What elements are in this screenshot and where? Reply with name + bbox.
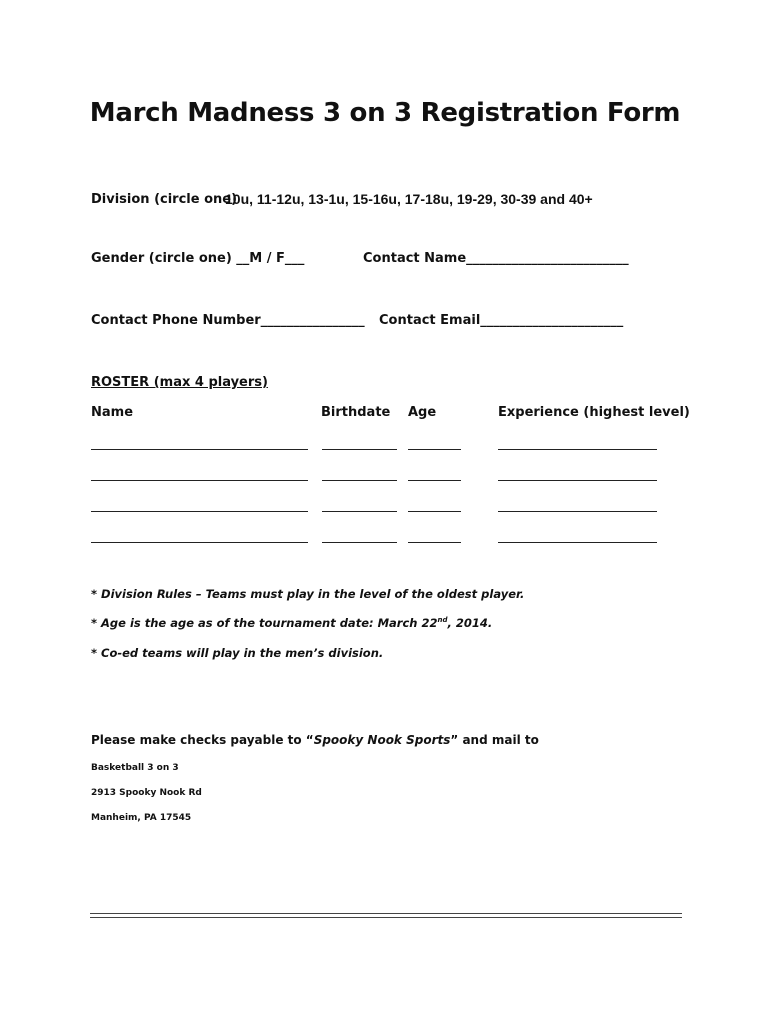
age-input-line[interactable]	[408, 480, 461, 481]
contact-email-field[interactable]: Contact Email______________________	[379, 313, 624, 328]
address-line-1: Basketball 3 on 3	[91, 763, 179, 773]
experience-input-line[interactable]	[498, 542, 657, 543]
column-header-age: Age	[408, 405, 437, 420]
birthdate-input-line[interactable]	[322, 480, 397, 481]
footer-divider	[90, 913, 682, 918]
age-input-line[interactable]	[408, 449, 461, 450]
column-header-name: Name	[91, 405, 134, 420]
column-header-birthdate: Birthdate	[321, 405, 391, 420]
division-rule-note: * Division Rules – Teams must play in the level of the oldest player.	[91, 587, 525, 601]
name-input-line[interactable]	[91, 449, 308, 450]
age-input-line[interactable]	[408, 511, 461, 512]
name-input-line[interactable]	[91, 480, 308, 481]
name-input-line[interactable]	[91, 542, 308, 543]
birthdate-input-line[interactable]	[322, 449, 397, 450]
age-input-line[interactable]	[408, 542, 461, 543]
birthdate-input-line[interactable]	[322, 511, 397, 512]
age-rule-text: * Age is the age as of the tournament date: March 22	[91, 616, 438, 630]
age-rule-note	[91, 616, 492, 630]
experience-input-line[interactable]	[498, 511, 657, 512]
address-line-3: Manheim, PA 17545	[91, 813, 192, 823]
payment-suffix: ” and mail to	[450, 733, 539, 747]
birthdate-input-line[interactable]	[322, 542, 397, 543]
payment-instructions	[91, 733, 539, 747]
contact-name-field[interactable]: Contact Name_________________________	[363, 251, 629, 266]
experience-input-line[interactable]	[498, 480, 657, 481]
gender-field[interactable]: Gender (circle one) __M / F___	[91, 251, 305, 266]
page-title: March Madness 3 on 3 Registration Form	[89, 98, 681, 128]
coed-rule-note: * Co-ed teams will play in the men’s division.	[91, 646, 384, 660]
payment-prefix: Please make checks payable to “	[91, 733, 314, 747]
age-rule-year: , 2014.	[447, 616, 493, 630]
division-options: 10u, 11-12u, 13-1u, 15-16u, 17-18u, 19-29, 30-39 and 40+	[225, 191, 593, 207]
column-header-experience: Experience (highest level)	[498, 405, 690, 420]
address-line-2: 2913 Spooky Nook Rd	[91, 788, 202, 798]
division-label: Division (circle one)	[91, 192, 238, 207]
name-input-line[interactable]	[91, 511, 308, 512]
contact-phone-field[interactable]: Contact Phone Number________________	[91, 313, 365, 328]
roster-heading: ROSTER (max 4 players)	[91, 375, 268, 390]
experience-input-line[interactable]	[498, 449, 657, 450]
age-rule-superscript: nd	[437, 616, 448, 625]
payee-name: Spooky Nook Sports	[313, 733, 451, 747]
